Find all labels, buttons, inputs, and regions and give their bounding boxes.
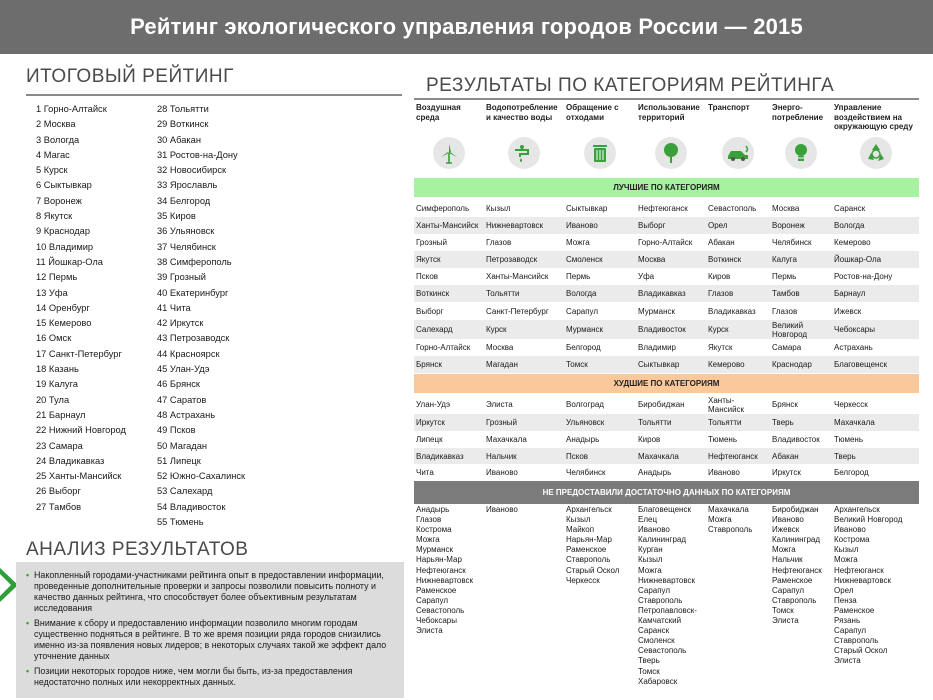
table-cell: Махачкала <box>834 418 875 427</box>
table-cell: Белгород <box>566 343 601 352</box>
nodata-city: Старый Оскол <box>566 565 620 575</box>
ranking-item: 43 Петрозаводск <box>157 333 230 344</box>
table-cell: Ханты-Мансийск <box>708 395 745 414</box>
table-cell: Челябинск <box>566 468 606 477</box>
table-cell: Орел <box>708 221 728 230</box>
table-cell: Воронеж <box>772 221 805 230</box>
nodata-city: Калининград <box>638 535 687 545</box>
table-cell: Москва <box>638 255 666 264</box>
table-cell: Глазов <box>708 289 734 298</box>
table-cell: Магадан <box>486 360 518 369</box>
table-cell: Липецк <box>416 435 443 444</box>
table-cell: Чебоксары <box>834 325 875 334</box>
ranking-item: 18 Казань <box>36 364 79 375</box>
table-cell: Кемерово <box>834 238 871 247</box>
best-row <box>414 285 919 302</box>
table-cell: Калуга <box>772 255 797 264</box>
nodata-city: Элиста <box>834 656 861 666</box>
nodata-city: Иваново <box>638 525 670 535</box>
ranking-item: 40 Екатеринбург <box>157 287 229 298</box>
ranking-item: 35 Киров <box>157 211 196 222</box>
nodata-city: Архангельск <box>834 505 880 514</box>
nodata-city: Раменское <box>772 575 813 585</box>
table-cell: Иркутск <box>416 418 445 427</box>
category-header: Управление воздействием на окружающую среду <box>834 103 913 131</box>
table-cell: Петрозаводск <box>486 255 538 264</box>
ranking-item: 28 Тольятти <box>157 104 209 114</box>
ranking-item: 12 Пермь <box>36 272 78 283</box>
table-cell: Томск <box>566 360 588 369</box>
table-cell: Сыктывкар <box>566 203 608 213</box>
ranking-item: 7 Воронеж <box>36 195 82 206</box>
table-cell: Анадырь <box>566 435 600 444</box>
table-cell: Владивосток <box>638 325 686 334</box>
tree-icon <box>655 137 687 169</box>
table-cell: Псков <box>566 451 589 461</box>
page-title: Рейтинг экологического управления городов России — 2015 <box>130 14 803 39</box>
recycle-icon <box>860 137 892 169</box>
nodata-city: Калининград <box>772 535 821 545</box>
table-cell: Грозный <box>416 238 447 247</box>
table-cell: Киров <box>708 272 731 281</box>
analysis-bullet: • Внимание к сбору и предоставлению информации позволило многим городам существенно подняться в рейтинге. В то же время позиции ряда городов снизились именно из-за появления новых лидеров; в некоторых случаях такой же эффект дало уточнение данных <box>26 618 396 662</box>
table-cell: Благовещенск <box>834 360 887 369</box>
nodata-city: Сарапул <box>772 585 805 595</box>
nodata-city: Нижневартовск <box>834 575 892 585</box>
category-header: Водопотребление и качество воды <box>486 103 558 122</box>
nodata-city: Нарьян-Мар <box>566 535 612 545</box>
best-row <box>414 217 919 234</box>
table-cell: Тольятти <box>638 418 672 427</box>
table-cell: Чита <box>416 468 434 477</box>
table-cell: Ростов-на-Дону <box>834 272 893 281</box>
ranking-item: 42 Иркутск <box>157 318 204 329</box>
ranking-item: 38 Симферополь <box>157 256 232 267</box>
nodata-city: Нефтеюганск <box>416 565 466 575</box>
ranking-item: 8 Якутск <box>36 211 73 222</box>
table-cell: Вологда <box>834 221 865 230</box>
analysis-bullet: • Позиции некоторых городов ниже, чем могли бы быть, из-за предоставления недостаточно полных или некорректных данных. <box>26 666 396 688</box>
best-row <box>414 199 919 217</box>
nodata-city: Иваново <box>772 515 804 525</box>
table-cell: Ульяновск <box>566 418 605 427</box>
ranking-item: 2 Москва <box>36 119 76 130</box>
ranking-item: 24 Владикавказ <box>36 455 105 466</box>
worst-row <box>414 464 919 481</box>
table-cell: Курск <box>486 325 507 334</box>
table-cell: Владикавказ <box>638 289 686 298</box>
category-header: Воздушная среда <box>416 103 461 122</box>
nodata-column <box>486 505 518 515</box>
ranking-item: 52 Южно-Сахалинск <box>157 471 246 482</box>
table-cell: Великий Новгород <box>772 320 808 339</box>
table-cell: Махачкала <box>486 435 527 444</box>
table-cell: Ханты-Мансийск <box>486 272 549 281</box>
table-cell: Нефтеюганск <box>708 451 758 461</box>
table-cell: Владикавказ <box>708 306 756 316</box>
nodata-city: Сарапул <box>638 585 671 595</box>
nodata-city: Можга <box>708 515 732 525</box>
table-cell: Тюмень <box>834 435 863 444</box>
table-cell: Глазов <box>486 238 512 247</box>
ranking-item: 3 Вологда <box>36 134 80 145</box>
table-cell: Севастополь <box>708 203 757 213</box>
ranking-item: 33 Ярославль <box>157 180 218 191</box>
table-cell: Мурманск <box>638 306 675 316</box>
nodata-city: Иваново <box>834 525 866 535</box>
nodata-city: Ставрополь <box>708 525 753 535</box>
ranking-item: 15 Кемерово <box>36 318 92 329</box>
table-cell: Брянск <box>416 360 442 369</box>
ranking-item: 34 Белгород <box>157 195 211 206</box>
table-cell: Нефтеюганск <box>638 203 688 213</box>
nodata-city: Кызыл <box>638 555 663 565</box>
worst-row <box>414 431 919 448</box>
table-cell: Иваново <box>566 221 598 230</box>
ranking-item: 25 Ханты-Мансийск <box>36 471 122 482</box>
table-cell: Краснодар <box>772 360 812 369</box>
nodata-city: Орел <box>834 585 854 595</box>
nodata-city: Нефтеюганск <box>772 565 822 575</box>
ranking-column-1 <box>36 102 126 515</box>
worst-row <box>414 414 919 431</box>
ranking-item: 32 Новосибирск <box>157 165 227 176</box>
table-cell: Тверь <box>772 418 794 427</box>
table-cell: Иваново <box>486 468 518 477</box>
best-row <box>414 251 919 268</box>
analysis-bullet: • Накопленный городами-участниками рейтинга опыт в предоставлении информации, проведенные дополнительные проверки и запросы позволили повысить полноту и качество данных рейтинга, что способствует более объективным результатам исследования <box>26 570 396 614</box>
nodata-city: Рязань <box>834 616 861 626</box>
table-cell: Москва <box>772 203 800 213</box>
nodata-city: Великий Новгород <box>834 515 903 525</box>
table-cell: Курск <box>708 325 729 334</box>
nodata-city: Сарапул <box>416 595 449 605</box>
ranking-item: 55 Тюмень <box>157 517 204 528</box>
table-cell: Воткинск <box>708 255 742 264</box>
nodata-city: Ставрополь <box>566 555 611 565</box>
electric-car-icon <box>722 137 754 169</box>
table-cell: Иваново <box>708 468 740 477</box>
wind-turbine-icon <box>433 137 465 169</box>
nodata-city: Курган <box>638 545 663 555</box>
ranking-item: 4 Магас <box>36 149 70 160</box>
table-cell: Якутск <box>416 255 441 264</box>
table-cell: Тольятти <box>486 289 520 298</box>
table-cell: Уфа <box>638 272 655 281</box>
ranking-item: 11 Йошкар-Ола <box>36 256 103 267</box>
table-cell: Белгород <box>834 468 869 477</box>
table-cell: Сарапул <box>566 306 599 316</box>
results-heading: РЕЗУЛЬТАТЫ ПО КАТЕГОРИЯМ РЕЙТИНГА <box>426 75 835 96</box>
table-cell: Иркутск <box>772 468 801 477</box>
table-cell: Элиста <box>486 400 513 409</box>
nodata-city: Севастополь <box>416 605 465 615</box>
ranking-item: 23 Самара <box>36 440 83 451</box>
nodata-city: Елец <box>638 515 658 525</box>
nodata-column <box>772 505 822 626</box>
ranking-item: 21 Барнаул <box>36 409 86 420</box>
table-cell: Псков <box>416 272 439 281</box>
nodata-city: Старый Оскол <box>834 646 888 656</box>
table-cell: Барнаул <box>834 289 866 298</box>
table-cell: Смоленск <box>566 255 603 264</box>
nodata-city: Камчатский <box>638 616 682 626</box>
nodata-city: Раменское <box>834 605 875 615</box>
nodata-city: Сарапул <box>834 626 867 636</box>
nodata-city: Можга <box>416 535 440 545</box>
ranking-item: 9 Краснодар <box>36 226 91 237</box>
ranking-item: 1 Горно-Алтайск <box>36 104 107 114</box>
nodata-city: Иваново <box>486 505 518 514</box>
ranking-item: 49 Псков <box>157 425 196 436</box>
nodata-column <box>638 505 697 687</box>
table-cell: Салехард <box>416 325 453 334</box>
table-cell: Анадырь <box>638 468 672 477</box>
table-cell: Воткинск <box>416 289 450 298</box>
best-row <box>414 234 919 251</box>
ranking-item: 14 Оренбург <box>36 302 90 313</box>
ranking-item: 31 Ростов-на-Дону <box>157 149 238 160</box>
nodata-city: Мурманск <box>416 545 453 555</box>
table-cell: Ижевск <box>834 306 862 316</box>
table-cell: Черкесск <box>834 400 868 409</box>
ranking-item: 54 Владивосток <box>157 501 226 512</box>
nodata-city: Ставрополь <box>638 595 683 605</box>
nodata-city: Ставрополь <box>772 595 817 605</box>
nodata-city: Можга <box>772 545 796 555</box>
nodata-city: Томск <box>772 605 794 615</box>
table-cell: Тюмень <box>708 435 737 444</box>
category-header: Энерго-потребление <box>772 103 824 122</box>
table-cell: Глазов <box>772 306 798 316</box>
table-cell: Тамбов <box>772 289 800 298</box>
analysis-box <box>16 562 404 698</box>
ranking-item: 29 Воткинск <box>157 119 209 130</box>
nodata-column <box>416 505 473 636</box>
table-cell: Пермь <box>772 272 797 281</box>
overall-heading-rule <box>26 94 402 96</box>
nodata-city: Анадырь <box>416 505 450 514</box>
ranking-item: 41 Чита <box>157 302 191 313</box>
table-cell: Тольятти <box>708 418 742 427</box>
table-cell: Кызыл <box>486 203 511 213</box>
nodata-city: Раменское <box>416 585 457 595</box>
ranking-item: 13 Уфа <box>36 287 68 298</box>
ranking-item: 39 Грозный <box>157 272 206 283</box>
table-cell: Биробиджан <box>638 400 685 409</box>
nodata-city: Пенза <box>834 595 857 605</box>
nodata-city: Нижневартовск <box>416 575 474 585</box>
nodata-city: Тверь <box>638 656 660 666</box>
table-cell: Кемерово <box>708 360 745 369</box>
worst-row <box>414 448 919 464</box>
table-cell: Нальчик <box>486 451 517 461</box>
trash-bin-icon <box>584 137 616 169</box>
nodata-city: Раменское <box>566 545 607 555</box>
table-cell: Абакан <box>772 451 799 461</box>
ranking-item: 37 Челябинск <box>157 241 216 252</box>
title-bar <box>0 0 933 54</box>
table-cell: Саранск <box>834 203 866 213</box>
ranking-item: 16 Омск <box>36 333 72 344</box>
table-cell: Нижневартовск <box>486 221 544 230</box>
category-header: Использование территорий <box>638 103 700 122</box>
ranking-item: 30 Абакан <box>157 134 201 145</box>
table-cell: Якутск <box>708 343 733 352</box>
analysis-heading: АНАЛИЗ РЕЗУЛЬТАТОВ <box>26 539 249 560</box>
nodata-city: Можга <box>834 555 858 565</box>
ranking-item: 51 Липецк <box>157 455 201 466</box>
table-cell: Выборг <box>638 221 666 230</box>
ranking-item: 36 Ульяновск <box>157 226 215 237</box>
best-row <box>414 320 919 339</box>
nodata-city: Кострома <box>834 535 870 545</box>
nodata-city: Кызыл <box>834 545 859 555</box>
nodata-city: Саранск <box>638 626 670 636</box>
table-cell: Сыктывкар <box>638 360 680 369</box>
table-cell: Москва <box>486 343 514 352</box>
nodata-city: Чебоксары <box>416 616 457 626</box>
nodata-city: Кызыл <box>566 515 591 525</box>
ranking-column-2 <box>157 102 245 530</box>
table-cell: Владивосток <box>772 435 820 444</box>
nodata-city: Севастополь <box>638 646 687 656</box>
table-cell: Самара <box>772 343 802 352</box>
overall-ranking-heading: ИТОГОВЫЙ РЕЙТИНГ <box>26 66 234 87</box>
nodata-column <box>708 505 752 535</box>
ranking-item: 48 Астрахань <box>157 409 216 420</box>
table-cell: Владикавказ <box>416 451 464 461</box>
category-header: Обращение с отходами <box>566 103 619 122</box>
table-cell: Горно-Алтайск <box>638 238 693 247</box>
nodata-city: Можга <box>638 565 662 575</box>
nodata-city: Ижевск <box>772 525 800 535</box>
category-header: Транспорт <box>708 103 750 112</box>
table-cell: Махачкала <box>638 451 679 461</box>
best-row <box>414 302 919 320</box>
nodata-city: Элиста <box>772 616 799 626</box>
nodata-city: Нижневартовск <box>638 575 696 585</box>
best-row <box>414 268 919 285</box>
table-cell: Ханты-Мансийск <box>416 221 479 230</box>
water-tap-icon <box>508 137 540 169</box>
nodata-city: Нарьян-Мар <box>416 555 462 565</box>
table-cell: Брянск <box>772 400 798 409</box>
table-cell: Симферополь <box>416 203 470 213</box>
table-cell: Тверь <box>834 451 856 461</box>
ranking-item: 50 Магадан <box>157 440 208 451</box>
table-cell: Волгоград <box>566 400 604 409</box>
table-cell: Челябинск <box>772 238 812 247</box>
table-cell: Грозный <box>486 418 517 427</box>
table-cell: Мурманск <box>566 325 603 334</box>
nodata-city: Смоленск <box>638 636 675 646</box>
nodata-city: Глазов <box>416 515 442 525</box>
ranking-item: 45 Улан-Удэ <box>157 364 210 375</box>
nodata-column <box>566 505 619 586</box>
best-row <box>414 339 919 356</box>
nodata-city: Благовещенск <box>638 505 691 514</box>
ranking-item: 47 Саратов <box>157 394 207 405</box>
table-cell: Владимир <box>638 343 677 352</box>
table-cell: Астрахань <box>834 343 873 352</box>
nodata-city: Махачкала <box>708 505 749 514</box>
table-cell: Вологда <box>566 289 597 298</box>
ranking-item: 20 Тула <box>36 394 70 405</box>
nodata-column <box>834 505 902 667</box>
results-heading-rule <box>414 98 919 100</box>
table-cell: Выборг <box>416 306 444 316</box>
table-cell: Можга <box>566 238 590 247</box>
ranking-item: 27 Тамбов <box>36 501 82 512</box>
nodata-city: Майкоп <box>566 525 595 535</box>
nodata-city: Кострома <box>416 525 452 535</box>
worst-band: ХУДШИЕ ПО КАТЕГОРИЯМ <box>414 374 919 393</box>
ranking-item: 22 Нижний Новгород <box>36 425 126 436</box>
table-cell: Улан-Удэ <box>416 400 451 409</box>
table-cell: Йошкар-Ола <box>834 255 882 264</box>
table-cell: Пермь <box>566 272 591 281</box>
ranking-item: 19 Калуга <box>36 379 78 390</box>
nodata-city: Нальчик <box>772 555 803 565</box>
light-bulb-icon <box>785 137 817 169</box>
nodata-city: Черкесск <box>566 575 600 585</box>
best-band: ЛУЧШИЕ ПО КАТЕГОРИЯМ <box>414 178 919 197</box>
table-cell: Горно-Алтайск <box>416 343 471 352</box>
ranking-item: 10 Владимир <box>36 241 94 252</box>
table-cell: Абакан <box>708 238 735 247</box>
worst-row <box>414 395 919 414</box>
nodata-city: Нефтеюганск <box>834 565 884 575</box>
nodata-city: Биробиджан <box>772 505 819 514</box>
nodata-band: НЕ ПРЕДОСТАВИЛИ ДОСТАТОЧНО ДАННЫХ ПО КАТЕГОРИЯМ <box>414 481 919 504</box>
nodata-city: Элиста <box>416 626 443 636</box>
nodata-city: Ставрополь <box>834 636 879 646</box>
nodata-city: Петропавловск- <box>638 605 697 615</box>
nodata-city: Архангельск <box>566 505 612 514</box>
ranking-item: 6 Сыктывкар <box>36 180 92 191</box>
best-row <box>414 356 919 373</box>
ranking-item: 26 Выборг <box>36 486 81 497</box>
table-cell: Киров <box>638 435 661 444</box>
nodata-city: Хабаровск <box>638 676 678 686</box>
ranking-item: 44 Красноярск <box>157 348 220 359</box>
table-cell: Санкт-Петербург <box>486 306 549 316</box>
ranking-item: 5 Курск <box>36 165 68 176</box>
ranking-item: 46 Брянск <box>157 379 200 390</box>
ranking-item: 17 Санкт-Петербург <box>36 348 122 359</box>
nodata-city: Томск <box>638 666 660 676</box>
ranking-item: 53 Салехард <box>157 486 213 497</box>
